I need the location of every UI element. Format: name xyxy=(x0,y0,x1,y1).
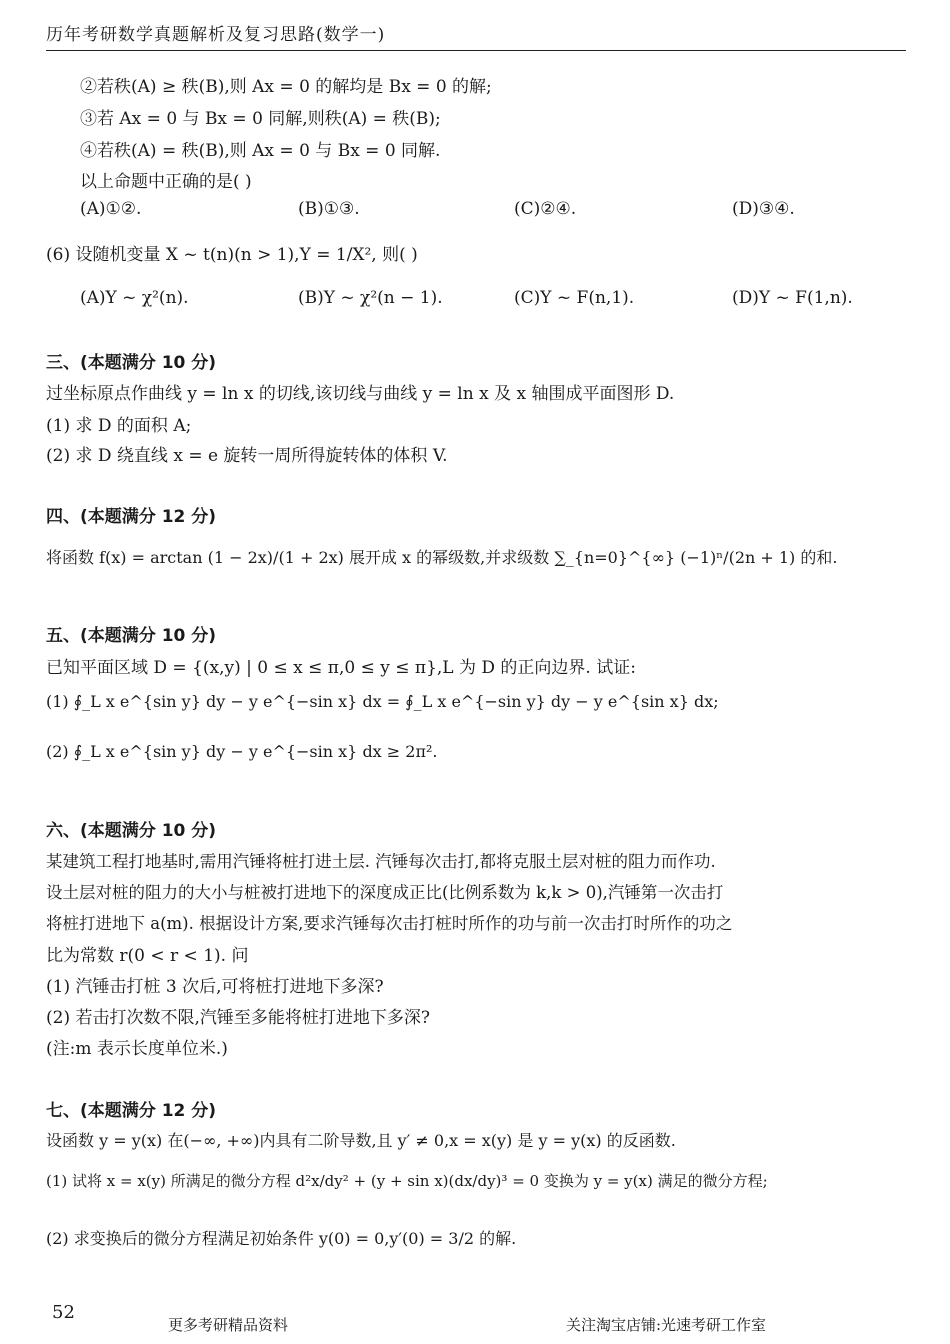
section-3-title: 三、(本题满分 10 分) xyxy=(46,353,217,373)
section-6-line-1: 某建筑工程打地基时,需用汽锤将桩打进土层. 汽锤每次击打,都将克服土层对桩的阻力而作功. xyxy=(46,852,716,871)
section-7-title: 七、(本题满分 12 分) xyxy=(46,1101,217,1121)
section-4-title: 四、(本题满分 12 分) xyxy=(46,507,217,527)
section-3-line-3: (2) 求 D 绕直线 x = e 旋转一周所得旋转体的体积 V. xyxy=(46,446,448,466)
page-number: 52 xyxy=(52,1302,75,1323)
section-6-line-3: 将桩打进地下 a(m). 根据设计方案,要求汽锤每次击打桩时所作的功与前一次击打时所作的功之 xyxy=(46,914,733,933)
page-header xyxy=(46,18,906,51)
section-5-title: 五、(本题满分 10 分) xyxy=(46,626,217,646)
q5-statement-3: ③若 Ax = 0 与 Bx = 0 同解,则秩(A) = 秩(B); xyxy=(80,109,441,129)
q5-option-c: (C)②④. xyxy=(514,199,577,219)
section-6-line-4: 比为常数 r(0 < r < 1). 问 xyxy=(46,946,249,966)
section-6-line-6: (2) 若击打次数不限,汽锤至多能将桩打进地下多深? xyxy=(46,1008,431,1028)
section-5-line-2: (1) ∮_L x e^{sin y} dy − y e^{−sin x} dx = ∮_L x e^{−sin y} dy − y e^{sin x} dx; xyxy=(46,692,719,711)
section-6-line-5: (1) 汽锤击打桩 3 次后,可将桩打进地下多深? xyxy=(46,977,384,997)
section-6-line-7: (注:m 表示长度单位米.) xyxy=(46,1039,228,1059)
footer-left-text: 更多考研精品资料 xyxy=(168,1316,289,1334)
section-7-line-1: 设函数 y = y(x) 在(−∞, +∞)内具有二阶导数,且 y′ ≠ 0,x = x(y) 是 y = y(x) 的反函数. xyxy=(46,1131,676,1150)
section-5-line-3: (2) ∮_L x e^{sin y} dy − y e^{−sin x} dx ≥ 2π². xyxy=(46,742,438,761)
q5-question: 以上命题中正确的是( ) xyxy=(80,172,252,192)
q6-option-a: (A)Y ~ χ²(n). xyxy=(80,288,189,308)
section-4-line-1: 将函数 f(x) = arctan (1 − 2x)/(1 + 2x) 展开成 x 的幂级数,并求级数 ∑_{n=0}^{∞} (−1)ⁿ/(2n + 1) 的和. xyxy=(46,548,838,567)
section-3-line-2: (1) 求 D 的面积 A; xyxy=(46,416,192,436)
q5-option-b: (B)①③. xyxy=(298,199,360,219)
section-6-title: 六、(本题满分 10 分) xyxy=(46,821,217,841)
section-7-line-2: (1) 试将 x = x(y) 所满足的微分方程 d²x/dy² + (y + sin x)(dx/dy)³ = 0 变换为 y = y(x) 满足的微分方程; xyxy=(46,1172,768,1190)
q6-stem: (6) 设随机变量 X ~ t(n)(n > 1),Y = 1/X², 则( ) xyxy=(46,245,418,265)
q5-option-d: (D)③④. xyxy=(732,199,795,219)
q6-option-b: (B)Y ~ χ²(n − 1). xyxy=(298,288,443,308)
q5-statement-4: ④若秩(A) = 秩(B),则 Ax = 0 与 Bx = 0 同解. xyxy=(80,141,441,161)
q6-option-c: (C)Y ~ F(n,1). xyxy=(514,288,635,308)
section-3-line-1: 过坐标原点作曲线 y = ln x 的切线,该切线与曲线 y = ln x 及 x 轴围成平面图形 D. xyxy=(46,384,675,404)
book-title: 历年考研数学真题解析及复习思路(数学一) xyxy=(46,25,386,45)
q5-statement-2: ②若秩(A) ≥ 秩(B),则 Ax = 0 的解均是 Bx = 0 的解; xyxy=(80,77,492,97)
section-5-line-1: 已知平面区域 D = {(x,y) | 0 ≤ x ≤ π,0 ≤ y ≤ π},L 为 D 的正向边界. 试证: xyxy=(46,658,636,678)
section-6-line-2: 设土层对桩的阻力的大小与桩被打进地下的深度成正比(比例系数为 k,k > 0),汽锤第一次击打 xyxy=(46,883,724,902)
section-7-line-3: (2) 求变换后的微分方程满足初始条件 y(0) = 0,y′(0) = 3/2 的解. xyxy=(46,1229,517,1248)
footer-right-text: 关注淘宝店铺:光速考研工作室 xyxy=(566,1316,767,1334)
q5-option-a: (A)①②. xyxy=(80,199,142,219)
q6-option-d: (D)Y ~ F(1,n). xyxy=(732,288,853,308)
